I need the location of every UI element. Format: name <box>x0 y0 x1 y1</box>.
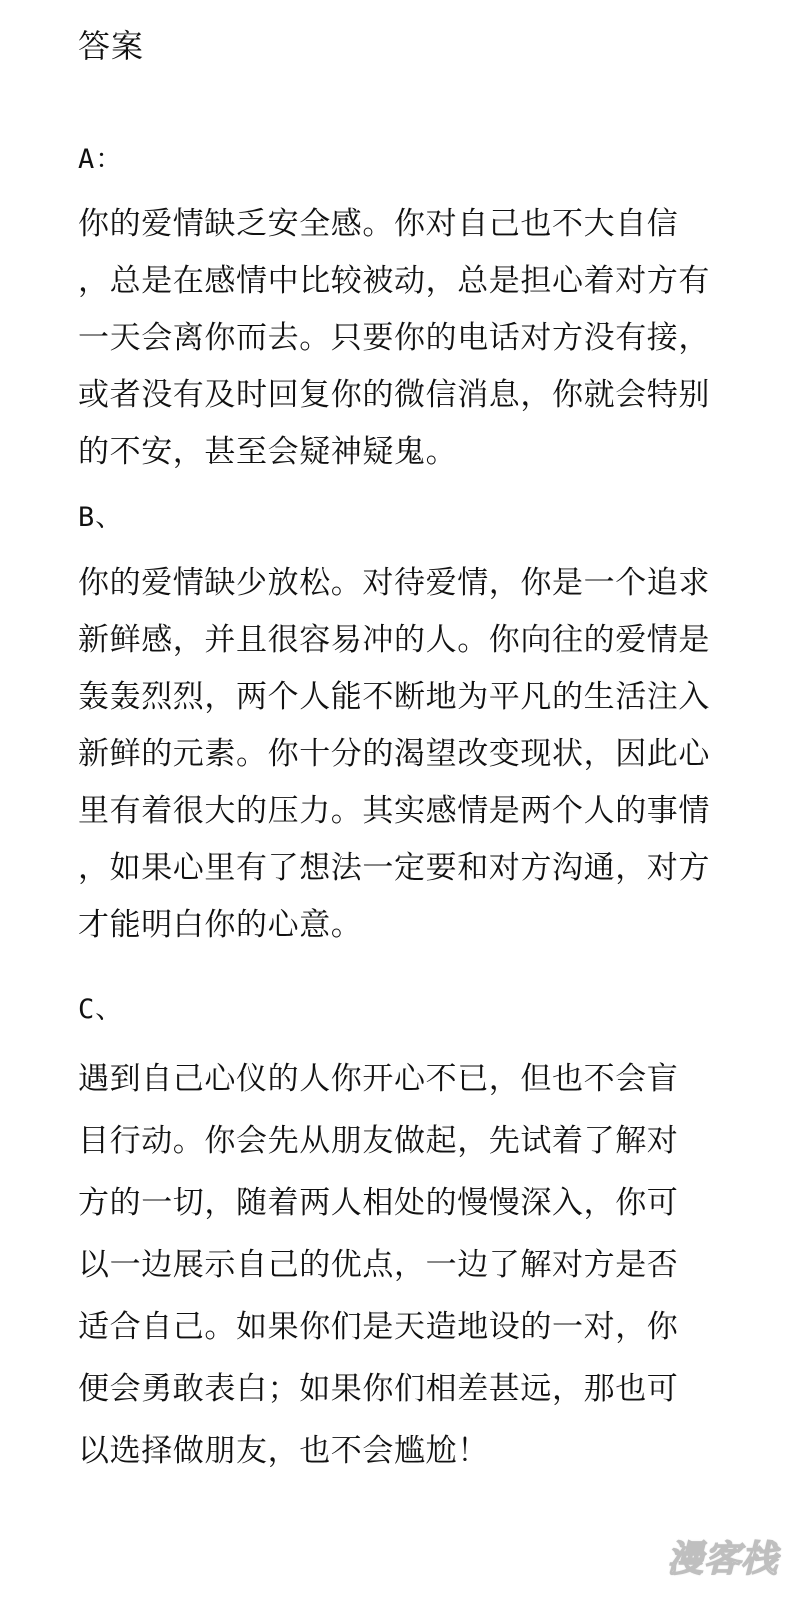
paragraph-line: 里有着很大的压力。其实感情是两个人的事情 <box>78 793 710 829</box>
section-label-a: A： <box>78 144 124 175</box>
paragraph-line: 或者没有及时回复你的微信消息，你就会特别 <box>78 377 710 413</box>
section-label-b: B、 <box>78 502 124 533</box>
paragraph-line: 你的爱情缺乏安全感。你对自己也不大自信 <box>78 206 679 242</box>
paragraph-line: 新鲜感，并且很容易冲的人。你向往的爱情是 <box>78 622 710 658</box>
paragraph-line: 一天会离你而去。只要你的电话对方没有接， <box>78 320 710 356</box>
paragraph-line: 的不安，甚至会疑神疑鬼。 <box>78 434 458 470</box>
paragraph-line: 遇到自己心仪的人你开心不已，但也不会盲 <box>78 1061 679 1097</box>
paragraph-line: 新鲜的元素。你十分的渴望改变现状，因此心 <box>78 736 710 772</box>
paragraph-line: 才能明白你的心意。 <box>78 907 363 943</box>
page-title: 答案 <box>78 27 145 65</box>
paragraph-line: 适合自己。如果你们是天造地设的一对，你 <box>78 1309 679 1345</box>
paragraph-line: 便会勇敢表白；如果你们相差甚远，那也可 <box>78 1371 679 1407</box>
section-label-c: C、 <box>78 994 124 1025</box>
answer-section-b <box>78 498 738 954</box>
paragraph-line: 轰轰烈烈，两个人能不断地为平凡的生活注入 <box>78 679 710 715</box>
paragraph-line: ，如果心里有了想法一定要和对方沟通，对方 <box>78 850 710 886</box>
paragraph-line: 方的一切，随着两人相处的慢慢深入，你可 <box>78 1185 679 1221</box>
paragraph-line: 目行动。你会先从朋友做起，先试着了解对 <box>78 1123 679 1159</box>
paragraph-line: ，总是在感情中比较被动，总是担心着对方有 <box>78 263 710 299</box>
paragraph-line: 以一边展示自己的优点，一边了解对方是否 <box>78 1247 679 1283</box>
answer-section-c <box>78 990 738 1482</box>
paragraph-line: 以选择做朋友，也不会尴尬！ <box>78 1433 489 1469</box>
paragraph-line: 你的爱情缺少放松。对待爱情，你是一个追求 <box>78 565 710 601</box>
answer-section-a <box>78 140 738 481</box>
watermark-logo: 漫客栈 <box>666 1539 778 1580</box>
